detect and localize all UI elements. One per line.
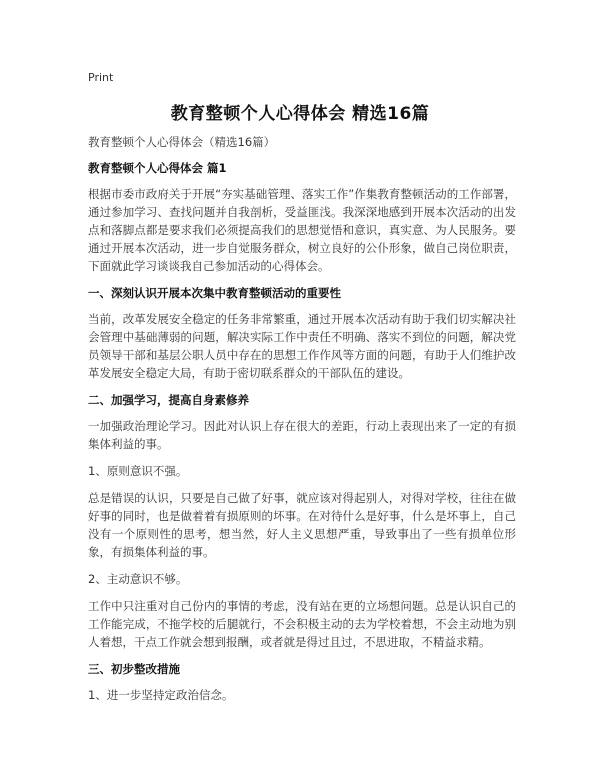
paragraph: 根据市委市政府关于开展“夯实基础管理、落实工作”作集教育整顿活动的工作部署，通过参加学习、查找问题并自我剖析，受益匪浅。我深深地感到开展本次活动的出发点和落脚点都是要求我们必须提高我们的思想觉悟和意识，真实意、为人民服务。要通过开展本次活动，进一步自觉服务群众，树立良好的公仆形象，做自己岗位职责，下面就此学习谈谈我自己参加活动的心得体会。 [88, 187, 516, 273]
sections-container [88, 159, 516, 704]
document-title: 教育整顿个人心得体会 精选16篇 [170, 104, 430, 124]
section-heading: 三、初步整改措施 [88, 662, 180, 676]
paragraph: 当前，改革发展安全稳定的任务非常繁重，通过开展本次活动有助于我们切实解决社会管理中基础薄弱的问题，解决实际工作中责任不明确、落实不到位的问题，解决党员领导干部和基层公职人员中存在的思想工作作风等方面的问题，有助于人们维护改革发展安全稳定大局，有助于密切联系群众的干部队伍的建设。 [88, 312, 516, 380]
section-heading: 一、深刻认识开展本次集中教育整顿活动的重要性 [88, 286, 341, 300]
list-item: 2、主动意识不够。 [88, 572, 188, 586]
section-heading: 二、加强学习，提高自身素修养 [88, 393, 249, 407]
document-subtitle: 教育整顿个人心得体会（精选16篇） [88, 135, 276, 149]
paragraph: 一加强政治理论学习。因此对认识上存在很大的差距，行动上表现出来了一定的有损集体利益的事。 [88, 419, 516, 451]
paragraph: 工作中只注重对自己份内的事情的考虑，没有站在更的立场想问题。总是认识自己的工作能完成，不拖学校的后腿就行，不会积极主动的去为学校着想，不会主动地为别人着想，干点工作就会想到报酬，或者就是得过且过，不思进取，不精益求精。 [88, 599, 516, 649]
document-body [88, 133, 516, 713]
list-item: 1、进一步坚持定政治信念。 [88, 688, 234, 702]
section-heading: 教育整顿个人心得体会 篇1 [88, 161, 227, 175]
list-item: 1、原则意识不强。 [88, 464, 188, 478]
paragraph: 总是错误的认识，只要是自己做了好事，就应该对得起别人，对得对学校，往往在做好事的同时，也是做着着有损原则的坏事。在对待什么是好事，什么是坏事上，自己没有一个原则性的思考，想当然，好人主义思想严重，导致事出了一些有损单位形象，有损集体利益的事。 [88, 491, 516, 559]
print-label[interactable]: Print [88, 71, 114, 84]
